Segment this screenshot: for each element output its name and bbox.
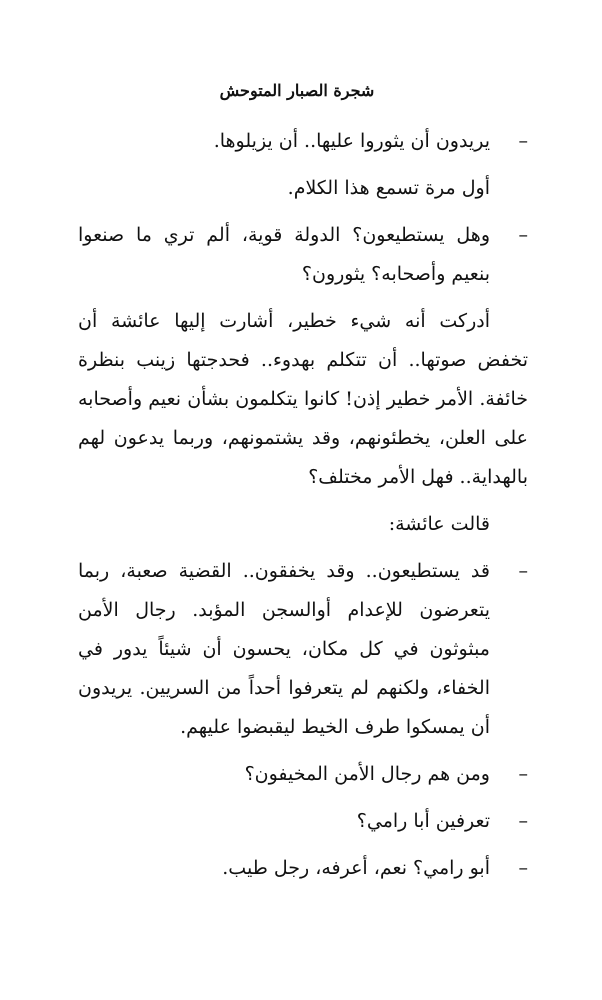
dialogue-line: [78, 849, 528, 888]
dialogue-dash: –: [518, 763, 528, 785]
paragraph-text: تعرفين أبا رامي؟: [356, 810, 490, 832]
narration-paragraph: أول مرة تسمع هذا الكلام.: [287, 177, 490, 199]
running-title: شجرة الصبار المتوحش: [219, 81, 375, 100]
dialogue-line: [78, 552, 528, 747]
narration-paragraph: قالت عائشة:: [388, 513, 490, 535]
dialogue-dash: –: [518, 130, 528, 152]
dialogue-line: [78, 216, 528, 294]
book-page: [78, 76, 528, 1000]
dialogue-dash: –: [518, 810, 528, 832]
dialogue-dash: –: [518, 560, 528, 582]
dialogue-dash: –: [518, 857, 528, 879]
dialogue-line: [78, 802, 528, 841]
dialogue-line: [78, 122, 528, 161]
narration-paragraph: أدركت أنه شيء خطير، أشارت إليها عائشة أن تخفض صوتها.. أن تتكلم بهدوء.. فحدجتها زينب بنظرة خائفة. الأمر خطير إذن! كانوا يتكلمون بشأن نعيم وأصحابه على العلن، يخطئونهم، وقد يشتمونهم، وربما يدعون لهم بالهداية.. فهل الأمر مختلف؟: [78, 310, 528, 488]
dialogue-dash: –: [518, 224, 528, 246]
paragraph-text: أبو رامي؟ نعم، أعرفه، رجل طيب.: [222, 857, 490, 879]
paragraph-text: يريدون أن يثوروا عليها.. أن يزيلوها.: [213, 130, 490, 152]
paragraph-text: قد يستطيعون.. وقد يخفقون.. القضية صعبة، ربما يتعرضون للإعدام أوالسجن المؤبد. رجال الأمن مبثوثون في كل مكان، يحسون أن شيئاً يدور في الخفاء، ولكنهم لم يتعرفوا أحداً من السريين. يريدون أن يمسكوا طرف الخيط ليقبضوا عليهم.: [78, 560, 490, 738]
paragraph-text: ومن هم رجال الأمن المخيفون؟: [244, 763, 490, 785]
dialogue-line: [78, 755, 528, 794]
paragraph-text: وهل يستطيعون؟ الدولة قوية، ألم تري ما صنعوا بنعيم وأصحابه؟ يثورون؟: [78, 224, 490, 285]
